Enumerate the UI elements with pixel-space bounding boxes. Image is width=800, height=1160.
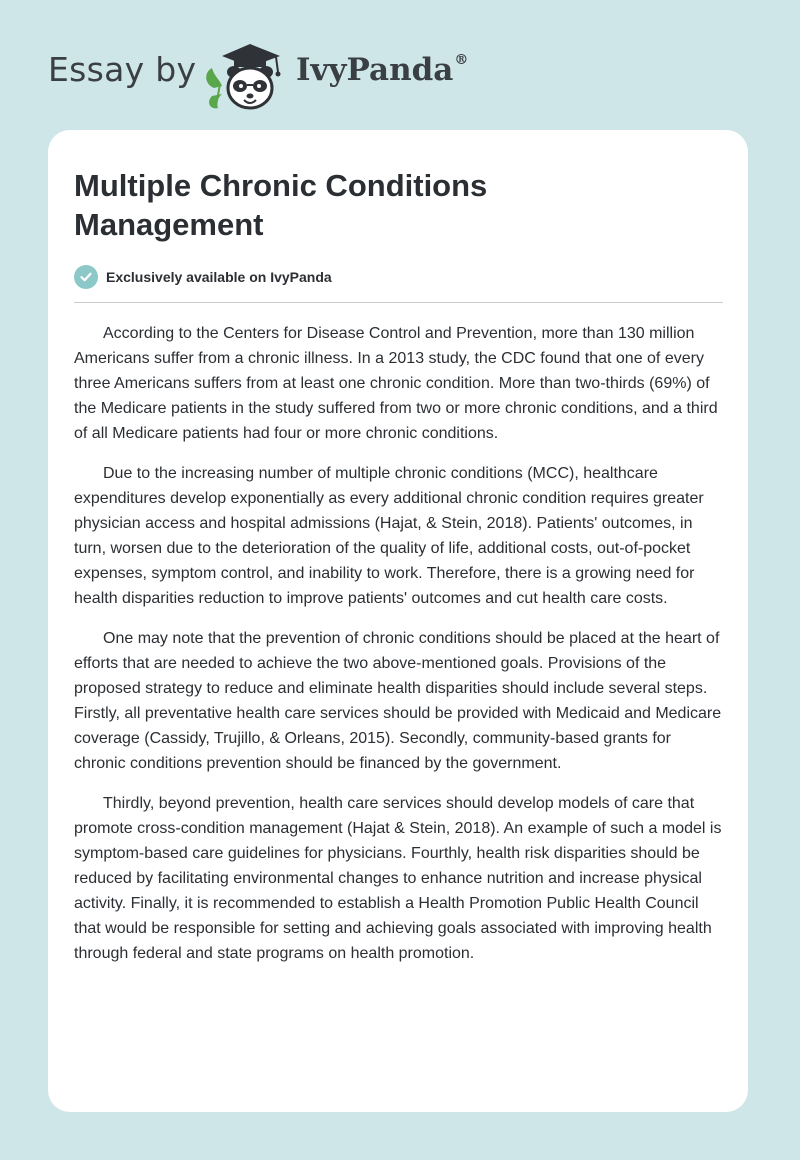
brand-name: IvyPanda® — [296, 52, 469, 88]
paragraph: One may note that the prevention of chronic conditions should be placed at the heart of efforts that are needed to achieve the two above-mentioned goals. Provisions of the proposed strategy to reduce and eliminate health disparities should include several steps. Firstly, all preventative health care services should be provided with Medicaid and Medicare coverage (Cassidy, Trujillo, & Orleans, 2015). Secondly, community-based grants for chronic conditions prevention should be financed by the government. — [74, 630, 722, 772]
paragraph: Due to the increasing number of multiple chronic conditions (MCC), healthcare expenditures develop exponentially as every additional chronic condition requires greater physician access and hospital admissions (Hajat, & Stein, 2018). Patients' outcomes, in turn, worsen due to the deterioration of the quality of life, additional costs, out-of-pocket expenses, symptom control, and inability to work. Therefore, there is a growing need for health disparities reduction to improve patients' outcomes and cut health care costs. — [74, 465, 704, 607]
registered-mark: ® — [454, 52, 469, 68]
essay-body — [74, 321, 726, 981]
divider — [74, 302, 723, 303]
site-header — [48, 30, 748, 120]
paragraph: Thirdly, beyond prevention, health care services should develop models of care that promote cross-condition management (Hajat & Stein, 2018). An example of such a model is symptom-based care guidelines for physicians. Fourthly, health risk disparities should be reduced by facilitating environmental changes to enhance nutrition and increase physical activity. Finally, it is recommended to establish a Health Promotion Public Health Council that would be responsible for setting and achieving goals associated with improving health through federal and state programs on health promotion. — [74, 795, 722, 962]
exclusive-badge-label: Exclusively available on IvyPanda — [106, 269, 332, 285]
paragraph: According to the Centers for Disease Control and Prevention, more than 130 million Americans suffer from a chronic illness. In a 2013 study, the CDC found that one of every three Americans suffers from at least one chronic condition. More than two-thirds (69%) of the Medicare patients in the study suffered from two or more chronic conditions, and a third of all Medicare patients had four or more chronic conditions. — [74, 325, 718, 442]
exclusive-badge — [74, 264, 332, 290]
check-icon — [74, 265, 98, 289]
essay-by-label: Essay by — [48, 50, 197, 89]
page-title: Multiple Chronic Conditions Management — [74, 168, 488, 242]
panda-graduate-icon — [200, 36, 292, 114]
essay-card — [48, 130, 748, 1112]
